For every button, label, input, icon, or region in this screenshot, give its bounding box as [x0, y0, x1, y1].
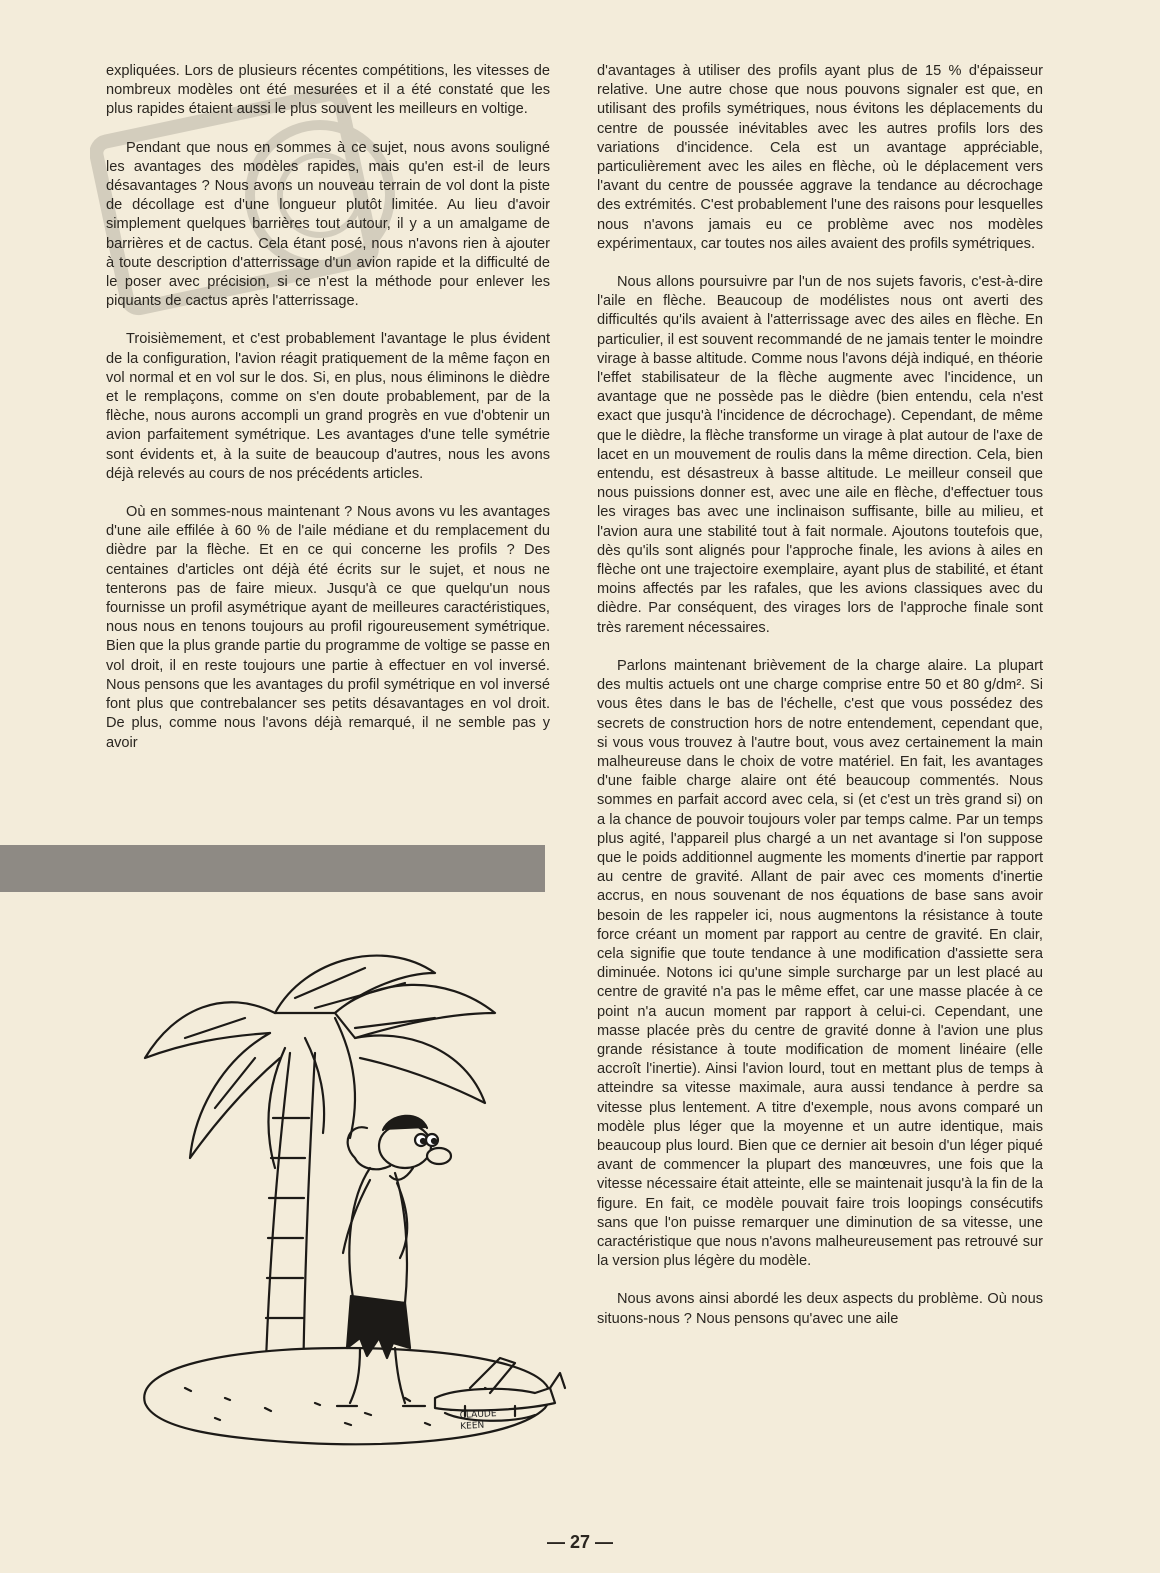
- castaway-cartoon-illustration: [105, 918, 585, 1478]
- paragraph: Nous allons poursuivre par l'un de nos sujets favoris, c'est-à-dire l'aile en flèche. Beaucoup de modélistes nous ont averti des difficultés qu'ils avaient à l'atterrissage avec des ailes en flèche. En particulier, il est souvent recommandé de ne jamais tenter le moindre virage à basse altitude. Comme nous l'avons déjà indiqué, en théorie l'effet stabilisateur de la flèche augmente avec l'incidence, un avantage que ne possède pas le dièdre (bien entendu, cela n'est exact que jusqu'à l'incidence de décrochage). Cependant, de même que le dièdre, la flèche transforme un virage à plat autour de l'axe de lacet en un mouvement de roulis dans la même direction. Cela, bien entendu, est désastreux à basse altitude. Le meilleur conseil que nous puissions donner est, avec une aile en flèche, d'effectuer tous les virages bas avec une inclinaison suffisante, bille au milieu, et l'avion aura une stabilité tout à fait normale. Ajoutons toutefois que, dès qu'ils sont alignés pour l'approche finale, les avions à ailes en flèche ont une trajectoire exemplaire, ayant plus de stabilité, et étant moins affectés par les rafales, que les avions classiques avec du dièdre. Par conséquent, des virages lors de l'approche finale sont très rarement nécessaires.: [597, 274, 1043, 636]
- cartoon-signature: CLAUDE KEEN: [459, 1409, 497, 1432]
- paragraph: Nous avons ainsi abordé les deux aspects du problème. Où nous situons-nous ? Nous pensons qu'avec une aile: [597, 1291, 1043, 1327]
- paragraph: Parlons maintenant brièvement de la charge alaire. La plupart des multis actuels ont une charge comprise entre 50 et 80 g/dm². Si vous êtes dans le bas de l'échelle, c'est que vous possédez des secrets de construction hors de notre entendement, cependant que, si vous vous trouvez à l'autre bout, vous avez certainement la main malheureuse dans le choix de votre matériel. En fait, les avantages d'une faible charge alaire ont été beaucoup commentés. Nous sommes en parfait accord avec cela, si (et c'est un très grand si) on a la chance de pouvoir toujours voler par temps calme. Par un temps plus agité, l'appareil plus chargé a un net avantage si l'on suppose que le poids additionnel augmente les moments d'inertie par rapport au centre de gravité. Allant de pair avec ces moments d'inertie accrus, en nous souvenant de nos équations de base sans avoir besoin de les rappeler ici, nous augmentons la résistance à toute force créant un moment par rapport au centre de gravité. En clair, cela signifie que toute tendance à une modification d'assiette sera diminuée. Notons ici qu'une simple surcharge par un lest placé au centre de gravité n'a pas le même effet, car une masse placée à ce point n'a aucun moment par rapport à celui-ci. Cependant, une masse placée près du centre de gravité donne à l'avion une plus grande résistance à toute modification de moment linéaire (elle accroît l'inertie). Ainsi l'avion lourd, tout en mettant plus de temps à atteindre sa vitesse maximale, aura aussi tendance à perdre sa vitesse plus lentement. A titre d'exemple, nous avons comparé un modèle plus léger que la moyenne et un autre identique, mais beaucoup plus lourd. Bien que ce dernier ait besoin d'un léger piqué avant de commencer la plupart des manœuvres, une fois que la vitesse nécessaire était atteinte, elle se maintenait jusqu'à la fin de la figure. En fait, ce modèle pouvait faire trois loopings consécutifs sans que l'on puisse remarquer une diminution de sa vitesse, une caractéristique que nous n'avons malheureusement pas retrouvé sur la version plus légère du modèle.: [597, 657, 1043, 1270]
- paragraph: d'avantages à utiliser des profils ayant plus de 15 % d'épaisseur relative. Une autre chose que nous pouvons signaler est que, en utilisant des profils symétriques, nous évitons les déplacements du centre de poussée inévitables avec les autres profils lors des variations d'incidence. Cela est un avantage appréciable, particulièrement avec les ailes en flèche, où le déplacement vers l'avant du centre de poussée aggrave la tendance au décrochage des extrémités. C'est probablement l'une des raisons pour lesquelles nous n'avons jamais eu ce problème avec nos modèles expérimentaux, car toutes nos ailes avaient des profils symétriques.: [597, 63, 1043, 252]
- right-text-column: [597, 62, 1043, 1348]
- left-text-column: [106, 62, 550, 772]
- paragraph: Où en sommes-nous maintenant ? Nous avons vu les avantages d'une aile effilée à 60 % de l'aile médiane et du remplacement du dièdre par la flèche. Et en ce qui concerne les profils ? Des centaines d'articles ont déjà été écrits sur le sujet, et nous ne tenterons pas de faire mieux. Jusqu'à ce que quelqu'un nous fournisse un profil asymétrique ayant de meilleures caractéristiques, nous nous en tenons toujours au profil rigoureusement symétrique. Bien que la plus grande partie du programme de voltige se passe en vol droit, il en reste toujours une partie à effectuer en vol inversé. Nous pensons que les avantages du profil symétrique en vol inversé font plus que contrebalancer ses petits désavantages en vol droit. De plus, comme nous l'avons déjà remarqué, il ne semble pas y avoir: [106, 504, 550, 751]
- paragraph: Troisièmement, et c'est probablement l'avantage le plus évident de la configuration, l'avion réagit pratiquement de la même façon en vol normal et en vol sur le dos. Si, en plus, nous éliminons le dièdre et le remplaçons, comme on s'en doute probablement, par de la flèche, nous aurons accompli un grand progrès en vue d'obtenir un avion parfaitement symétrique. Les avantages d'une telle symétrie sont évidents et, à la suite de beaucoup d'autres, nous les avons déjà relevés au cours de nos précédents articles.: [106, 331, 550, 482]
- gray-band-divider: [0, 845, 545, 892]
- page-number: — 27 —: [546, 1532, 614, 1552]
- paragraph: Pendant que nous en sommes à ce sujet, nous avons souligné les avantages des modèles rapides, mais qu'en est-il de leurs désavantages ? Nous avons un nouveau terrain de vol dont la piste de décollage est d'une longueur plutôt limitée. Au lieu d'avoir simplement quelques barrières tout autour, il y a un amalgame de barrières et de cactus. Cela étant posé, nous n'avons rien à ajouter à toute description d'atterrissage d'un avion rapide et la difficulté de le poser avec précision, si ce n'est la méthode pour enlever les piquants de cactus après l'atterrissage.: [106, 139, 550, 310]
- paragraph: expliquées. Lors de plusieurs récentes compétitions, les vitesses de nombreux modèles ont été mesurées et il a été constaté que les plus rapides étaient aussi le plus souvent les meilleurs en voltige.: [106, 63, 550, 118]
